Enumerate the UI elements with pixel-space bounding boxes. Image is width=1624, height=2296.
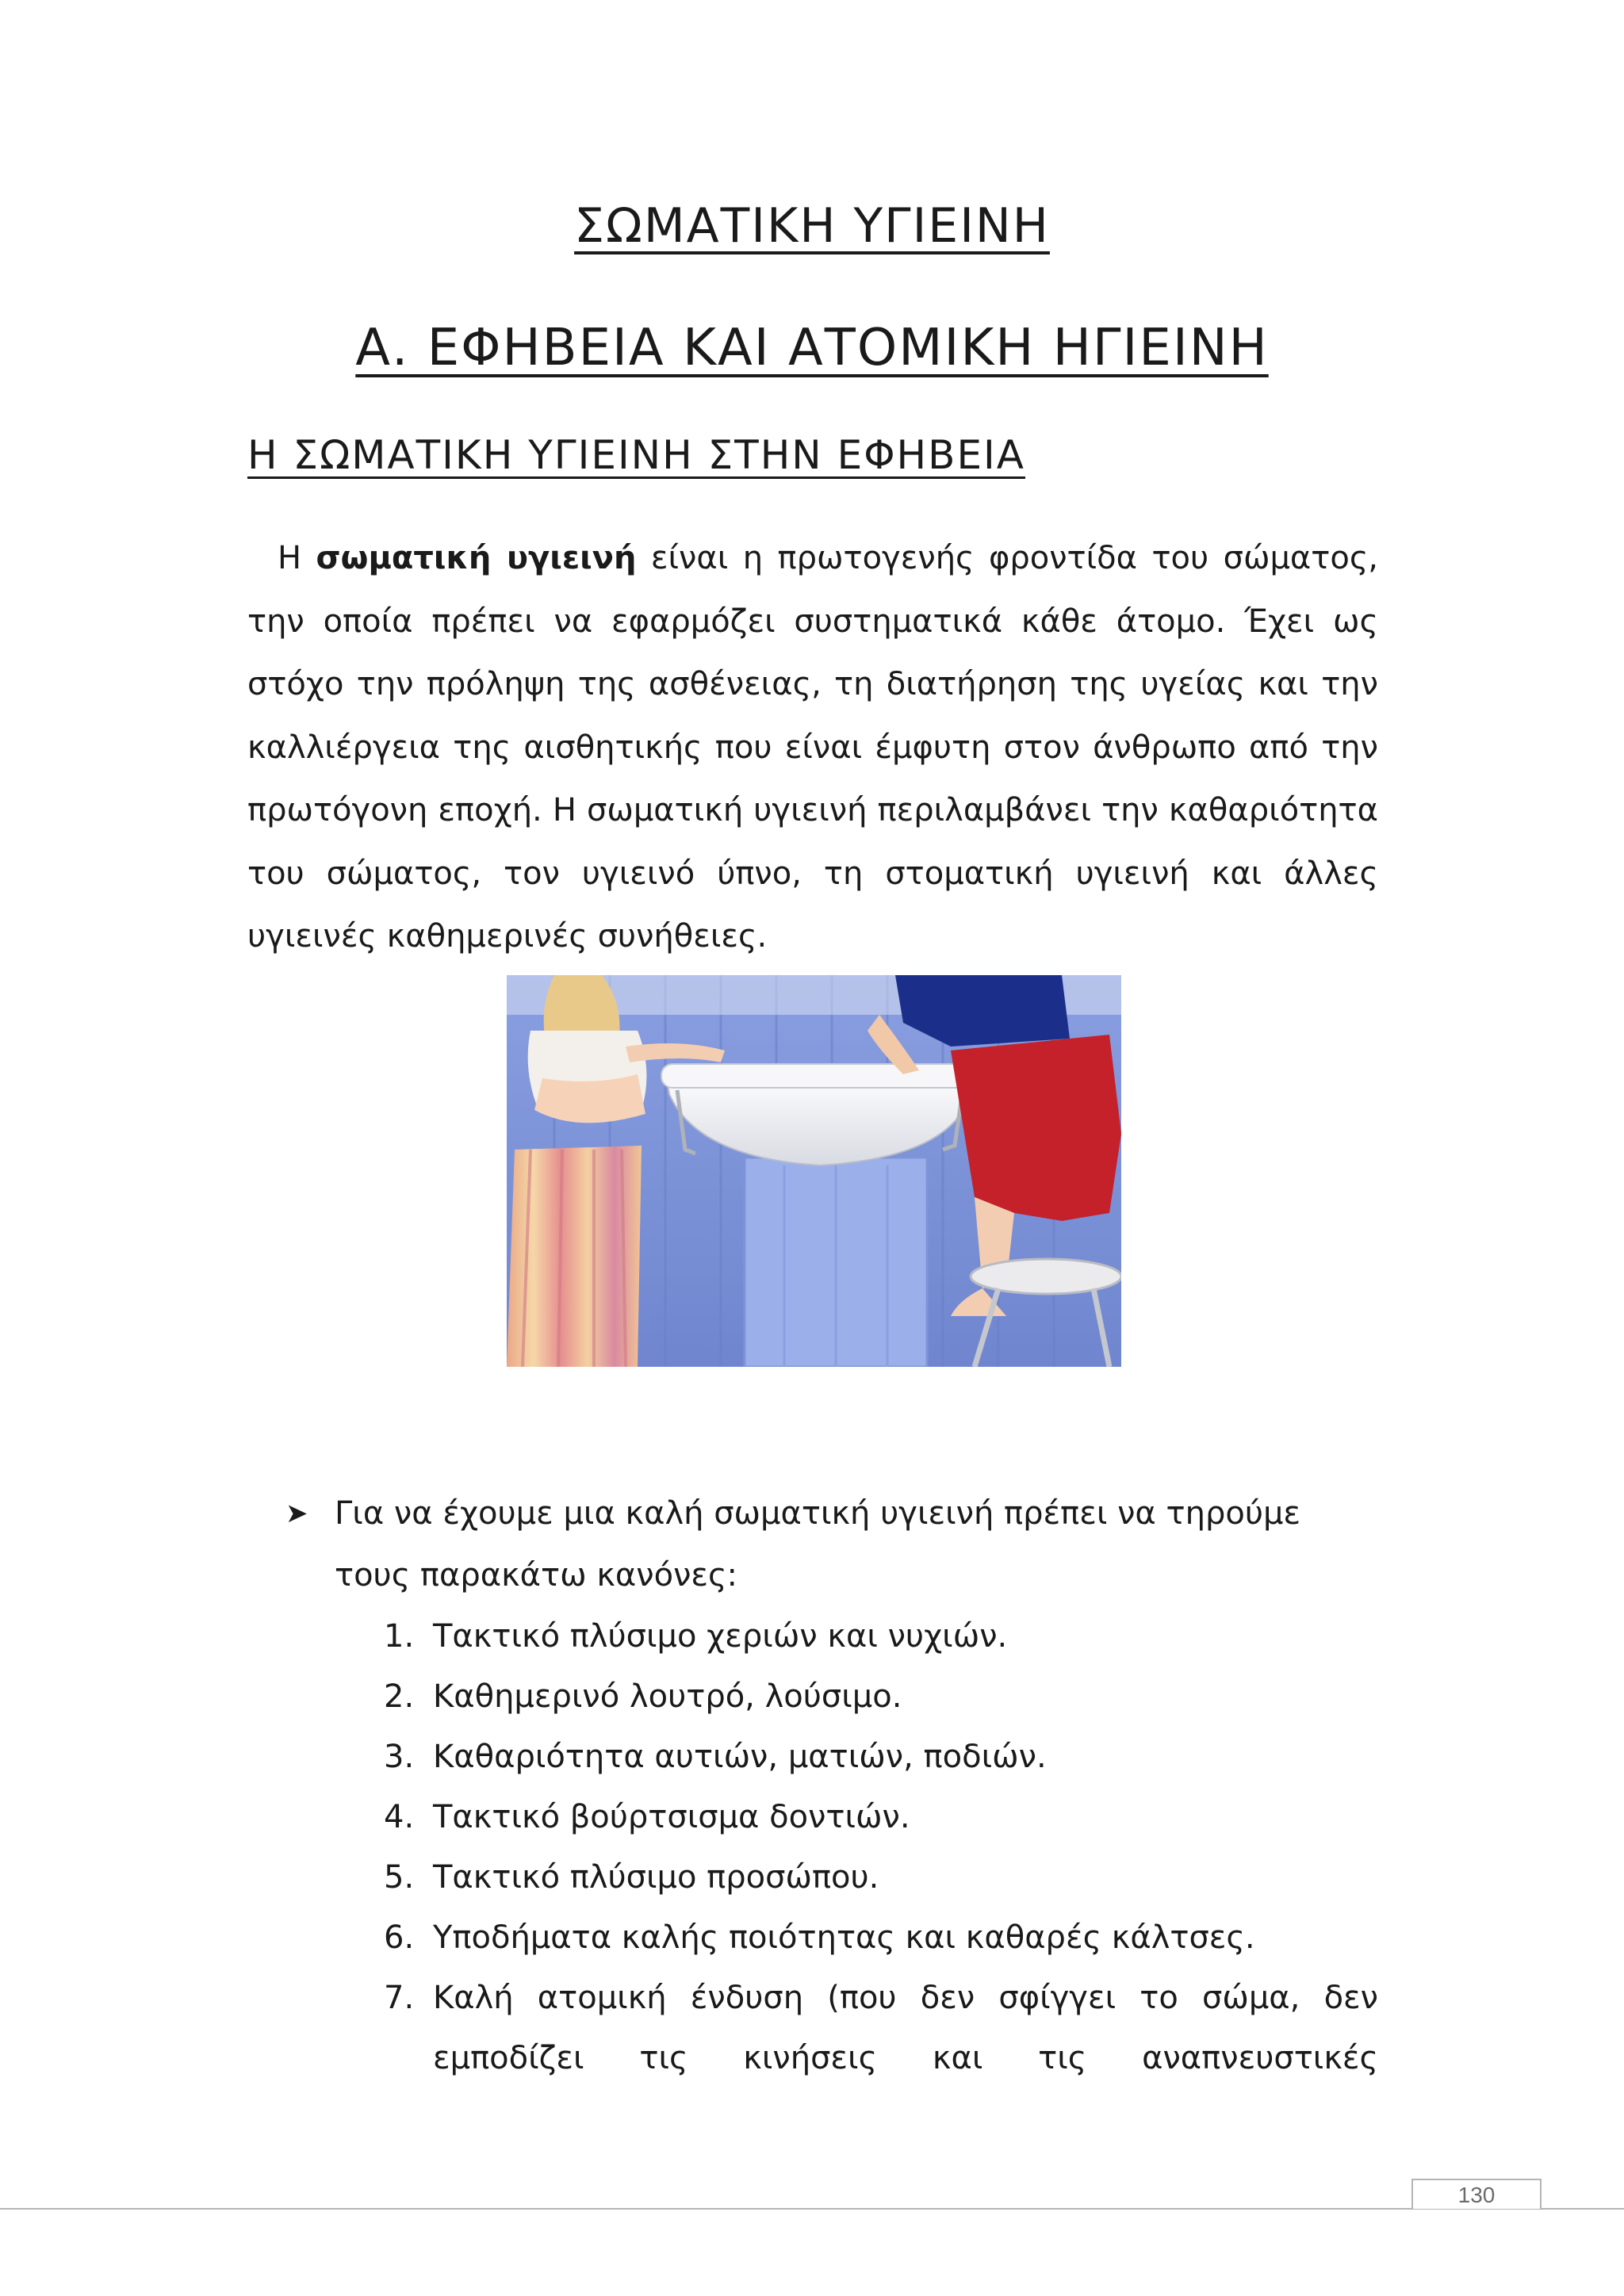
list-item: 3. Καθαριότητα αυτιών, ματιών, ποδιών. (384, 1739, 1047, 1775)
rules-numbered-list (384, 1606, 1378, 2088)
list-item: 2. Καθημερινό λουτρό, λούσιμο. (384, 1678, 902, 1715)
intro-lead: Η (278, 540, 316, 576)
arrowhead-bullet-icon: ➤ (285, 1498, 308, 1529)
list-item: 6. Υποδήματα καλής ποιότητας και καθαρές κάλτσες. (384, 1919, 1255, 1956)
page-number: 130 (1411, 2179, 1542, 2209)
list-item: 1. Τακτικό πλύσιμο χεριών και νυχιών. (384, 1618, 1008, 1655)
chapter-title: Α. ΕΦΗΒΕΙΑ ΚΑΙ ΑΤΟΜΙΚΗ ΗΓΙΕΙΝΗ (355, 319, 1269, 377)
list-item: 5. Τακτικό πλύσιμο προσώπου. (384, 1859, 879, 1896)
list-item: 4. Τακτικό βούρτσισμα δοντιών. (384, 1799, 910, 1835)
children-washing-hands-photo (507, 975, 1121, 1367)
intro-paragraph (247, 527, 1378, 969)
intro-text: είναι η πρωτογενής φροντίδα του σώματος, την οποία πρέπει να εφαρμόζει συστηματικά κάθε άτομο. Έχει ως στόχο την πρόληψη της ασθένειας, τη διατήρηση της υγείας και την καλλιέργεια της αισθητικής που είναι έμφυτη στον άνθρωπο από την πρωτόγονη εποχή. Η σωματική υγιεινή περιλαμβάνει την καθαριότητα του σώματος, τον υγιεινό ύπνο, τη στοματική υγιεινή και άλλες υγιεινές καθημερινές συνήθειες. (247, 540, 1379, 955)
footer-rule (0, 2208, 1624, 2210)
list-item: 7. Καλή ατομική ένδυση (που δεν σφίγγει το σώμα, δεν εμποδίζει τις κινήσεις και τις αναπνευστικές (384, 1980, 1378, 2076)
rules-intro-bullet (285, 1483, 1378, 1606)
section-heading: Η ΣΩΜΑΤΙΚΗ ΥΓΙΕΙΝΗ ΣΤΗΝ ΕΦΗΒΕΙΑ (247, 432, 1025, 478)
hygiene-rules (285, 1483, 1378, 2088)
rules-intro-text: Για να έχουμε μια καλή σωματική υγιεινή πρέπει να τηρούμε τους παρακάτω κανόνες: (335, 1495, 1301, 1594)
page-title: ΣΩΜΑΤΙΚΗ ΥΓΙΕΙΝΗ (574, 198, 1050, 254)
intro-bold-term: σωματική υγιεινή (316, 540, 637, 576)
